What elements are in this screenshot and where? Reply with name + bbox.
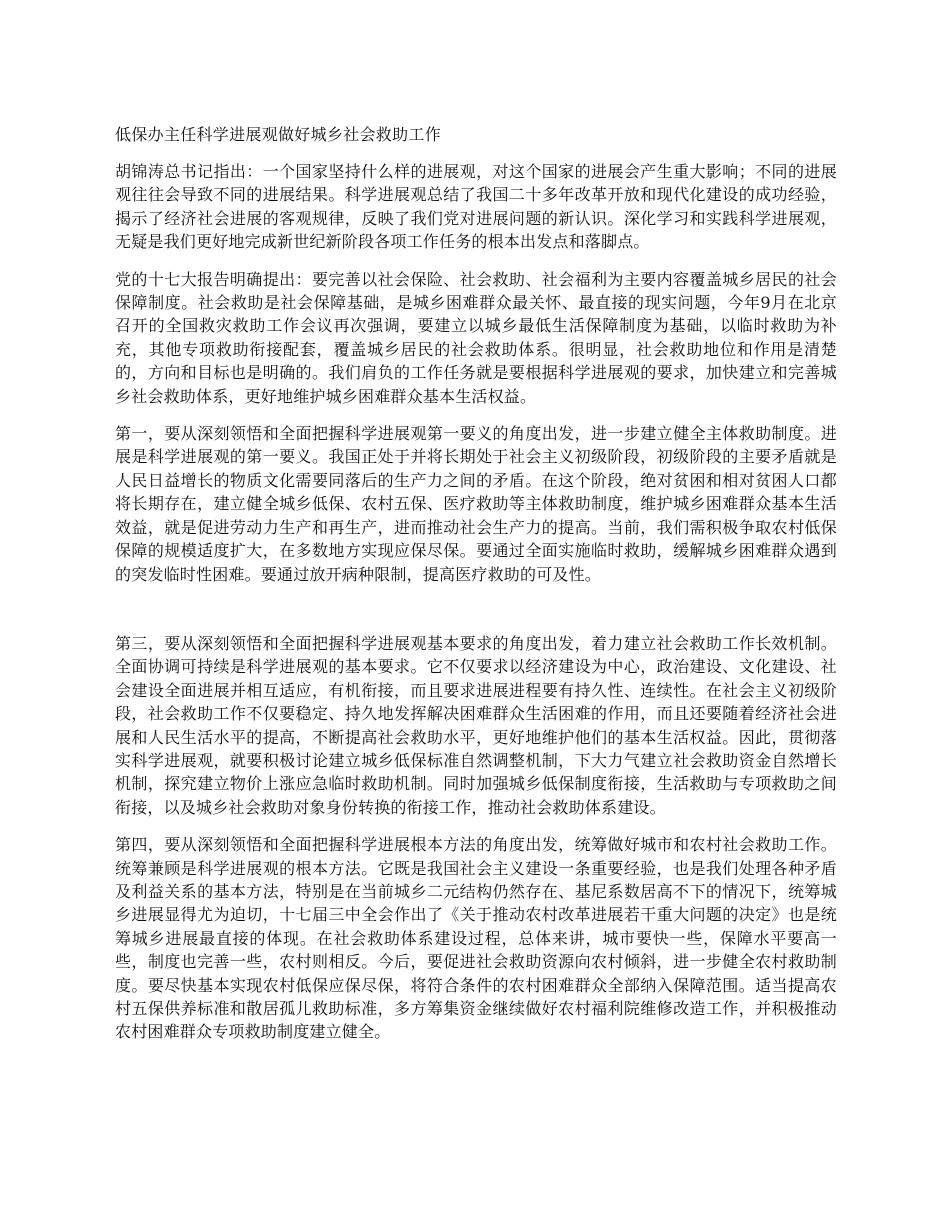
- paragraph-intro: 胡锦涛总书记指出：一个国家坚持什么样的进展观，对这个国家的进展会产生重大影响；不同的进展观往往会导致不同的进展结果。科学进展观总结了我国二十多年改革开放和现代化建设的成功经验，揭示了经济社会进展的客观规律，反映了我们党对进展问题的新认识。深化学习和实践科学进展观，无疑是我们更好地完成新世纪新阶段各项工作任务的根本出发点和落脚点。: [115, 162, 837, 252]
- paragraph-fourth: 第四，要从深刻领悟和全面把握科学进展根本方法的角度出发，统筹做好城市和农村社会救助工作。统筹兼顾是科学进展观的根本方法。它既是我国社会主义建设一条重要经验，也是我们处理各种矛盾及利益关系的基本方法，特别是在当前城乡二元结构仍然存在、基尼系数居高不下的情况下，统筹城乡进展显得尤为迫切，十七届三中全会作出了《关于推动农村改革进展若干重大问题的决定》也是统筹城乡进展最直接的体现。在社会救助体系建设过程，总体来讲，城市要快一些，保障水平要高一些，制度也完善一些，农村则相反。今后，要促进社会救助资源向农村倾斜，进一步健全农村救助制度。要尽快基本实现农村低保应保尽保，将符合条件的农村困难群众全部纳入保障范围。适当提高农村五保供养标准和散居孤儿救助标准，多方筹集资金继续做好农村福利院维修改造工作，并积极推动农村困难群众专项救助制度建立健全。: [115, 835, 837, 1042]
- paragraph-first: 第一，要从深刻领悟和全面把握科学进展观第一要义的角度出发，进一步建立健全主体救助制度。进展是科学进展观的第一要义。我国正处于并将长期处于社会主义初级阶段，初级阶段的主要矛盾就是人民日益增长的物质文化需要同落后的生产力之间的矛盾。在这个阶段，绝对贫困和相对贫困人口都将长期存在，建立健全城乡低保、农村五保、医疗救助等主体救助制度，维护城乡困难群众基本生活效益，就是促进劳动力生产和再生产，进而推动社会生产力的提高。当前，我们需积极争取农村低保保障的规模适度扩大，在多数地方实现应保尽保。要通过全面实施临时救助，缓解城乡困难群众遇到的突发临时性困难。要通过放开病种限制，提高医疗救助的可及性。: [115, 424, 837, 584]
- document-page: [115, 124, 837, 1058]
- paragraph-report: 党的十七大报告明确提出：要完善以社会保险、社会救助、社会福利为主要内容覆盖城乡居民的社会保障制度。社会救助是社会保障基础，是城乡困难群众最关怀、最直接的现实问题，今年9月在北京召开的全国救灾救助工作会议再次强调，要建立以城乡最低生活保障制度为基础，以临时救助为补充，其他专项救助衔接配套，覆盖城乡居民的社会救助体系。很明显，社会救助地位和作用是清楚的，方向和目标也是明确的。我们肩负的工作任务就是要根据科学进展观的要求，加快建立和完善城乡社会救助体系，更好地维护城乡困难群众基本生活权益。: [115, 269, 837, 406]
- paragraph-gap: [115, 600, 837, 632]
- paragraph-third: 第三，要从深刻领悟和全面把握科学进展观基本要求的角度出发，着力建立社会救助工作长效机制。全面协调可持续是科学进展观的基本要求。它不仅要求以经济建设为中心，政治建设、文化建设、社会建设全面进展并相互适应，有机衔接，而且要求进展进程要有持久性、连续性。在社会主义初级阶段，社会救助工作不仅要稳定、持久地发挥解决困难群众生活困难的作用，而且还要随着经济社会进展和人民生活水平的提高，不断提高社会救助水平，更好地维护他们的基本生活权益。因此，贯彻落实科学进展观，就要积极讨论建立城乡低保标准自然调整机制，下大力气建立社会救助资金自然增长机制，探究建立物价上涨应急临时救助机制。同时加强城乡低保制度衔接，生活救助与专项救助之间衔接，以及城乡社会救助对象身份转换的衔接工作，推动社会救助体系建设。: [115, 633, 837, 817]
- document-title: 低保办主任科学进展观做好城乡社会救助工作: [115, 125, 442, 144]
